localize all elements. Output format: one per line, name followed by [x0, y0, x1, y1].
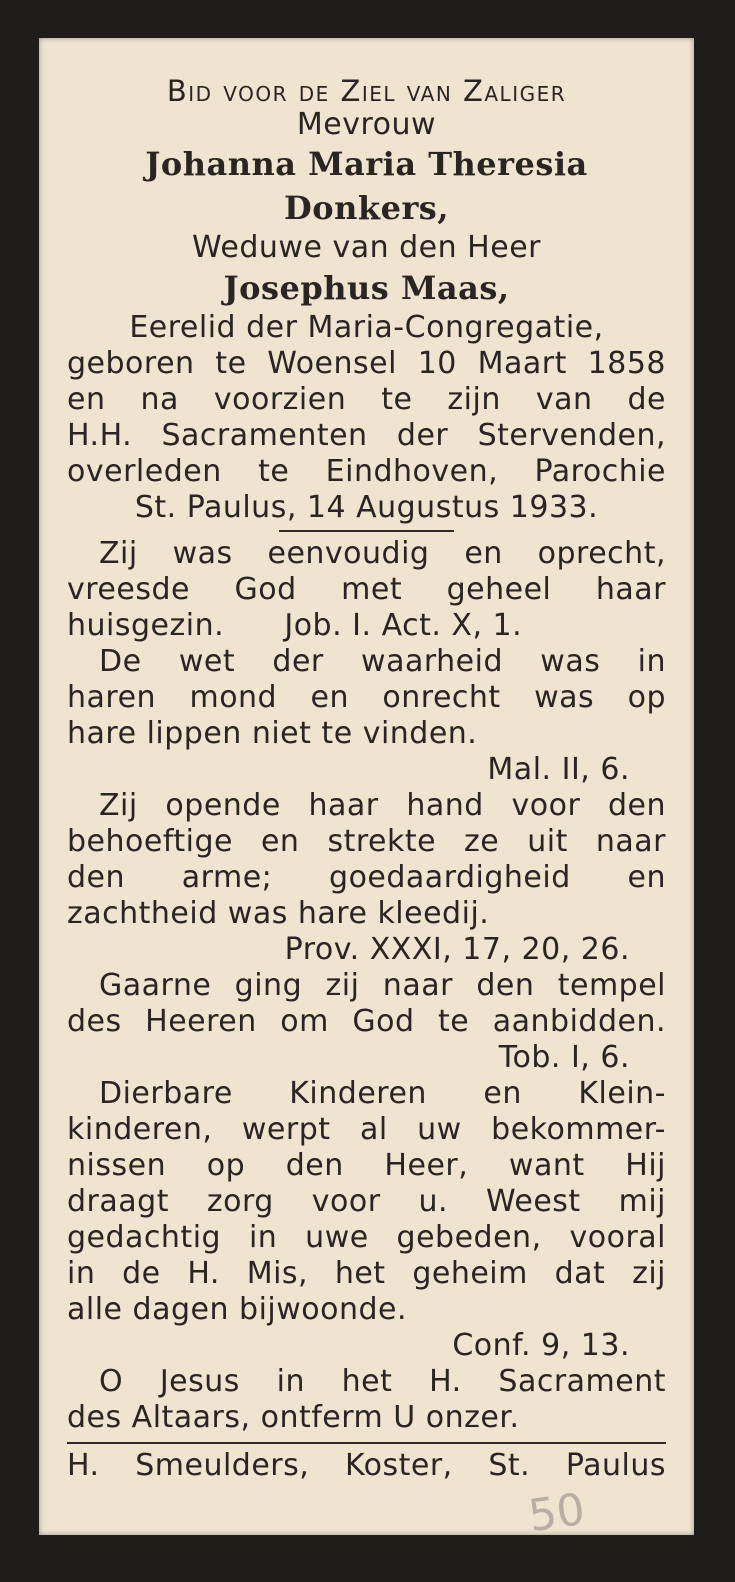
verse-line: zachtheid was hare kleedij. — [67, 896, 490, 931]
verse-line: Zij was eenvoudig en oprecht, — [99, 536, 666, 571]
verse-line: draagt zorg voor u. Weest mij — [67, 1184, 666, 1219]
verse-line: hare lippen niet te vinden. — [67, 716, 478, 751]
verse-line: des Heeren om God te aanbidden. — [67, 1004, 666, 1039]
verse-reference: Conf. 9, 13. — [452, 1328, 630, 1363]
bio-line: St. Paulus, 14 Augustus 1933. — [134, 490, 599, 525]
verse-line: De wet der waarheid was in — [99, 644, 666, 679]
deceased-name-line-1: Johanna Maria Theresia — [145, 145, 588, 183]
verse-line: behoeftige en strekte ze uit naar — [67, 824, 666, 859]
verse-line: vreesde God met geheel haar — [67, 572, 666, 607]
bio-line: en na voorzien te zijn van de — [67, 382, 666, 417]
deceased-name-line-2: Donkers, — [284, 189, 449, 227]
card-heading — [67, 74, 666, 108]
verse-reference: Prov. XXXI, 17, 20, 26. — [284, 932, 630, 967]
spouse-name: Josephus Maas, — [223, 269, 510, 307]
verse-line: Gaarne ging zij naar den tempel — [99, 968, 666, 1003]
heading-text: Bid voor de Ziel van Zaliger — [166, 74, 567, 108]
title-line: Mevrouw — [296, 107, 437, 142]
card-text — [67, 74, 666, 1484]
handwritten-mark: 50 — [525, 1483, 588, 1543]
verse-line: den arme; goedaardigheid en — [67, 860, 666, 895]
short-divider — [279, 530, 454, 532]
bio-line: Eerelid der Maria-Congregatie, — [129, 310, 604, 345]
prayer-line: des Altaars, ontferm U onzer. — [67, 1400, 520, 1435]
verse-line: kinderen, werpt al uw bekommer- — [67, 1112, 666, 1147]
verse-line: gedachtig in uwe gebeden, vooral — [67, 1220, 666, 1255]
verse-line: nissen op den Heer, want Hij — [67, 1148, 666, 1183]
verse-line: alle dagen bijwoonde. — [67, 1292, 408, 1327]
spouse-intro: Weduwe van den Heer — [192, 230, 541, 265]
verse-reference: Mal. II, 6. — [487, 752, 630, 787]
footer-divider — [67, 1442, 666, 1444]
bio-line: H.H. Sacramenten der Stervenden, — [67, 418, 666, 453]
verse-line: in de H. Mis, het geheim dat zij — [67, 1256, 666, 1291]
verse-reference: Tob. I, 6. — [498, 1040, 630, 1075]
bio-line: overleden te Eindhoven, Parochie — [67, 454, 666, 489]
printer-credit: H. Smeulders, Koster, St. Paulus — [67, 1448, 666, 1483]
memorial-card — [39, 38, 694, 1543]
verse-line: Dierbare Kinderen en Klein- — [99, 1076, 666, 1111]
verse-line: Zij opende haar hand voor den — [99, 788, 666, 823]
verse-line: haren mond en onrecht was op — [67, 680, 666, 715]
prayer-line: O Jesus in het H. Sacrament — [99, 1364, 666, 1399]
bio-line: geboren te Woensel 10 Maart 1858 — [67, 346, 666, 381]
verse-line: huisgezin. Job. I. Act. X, 1. — [67, 608, 523, 643]
